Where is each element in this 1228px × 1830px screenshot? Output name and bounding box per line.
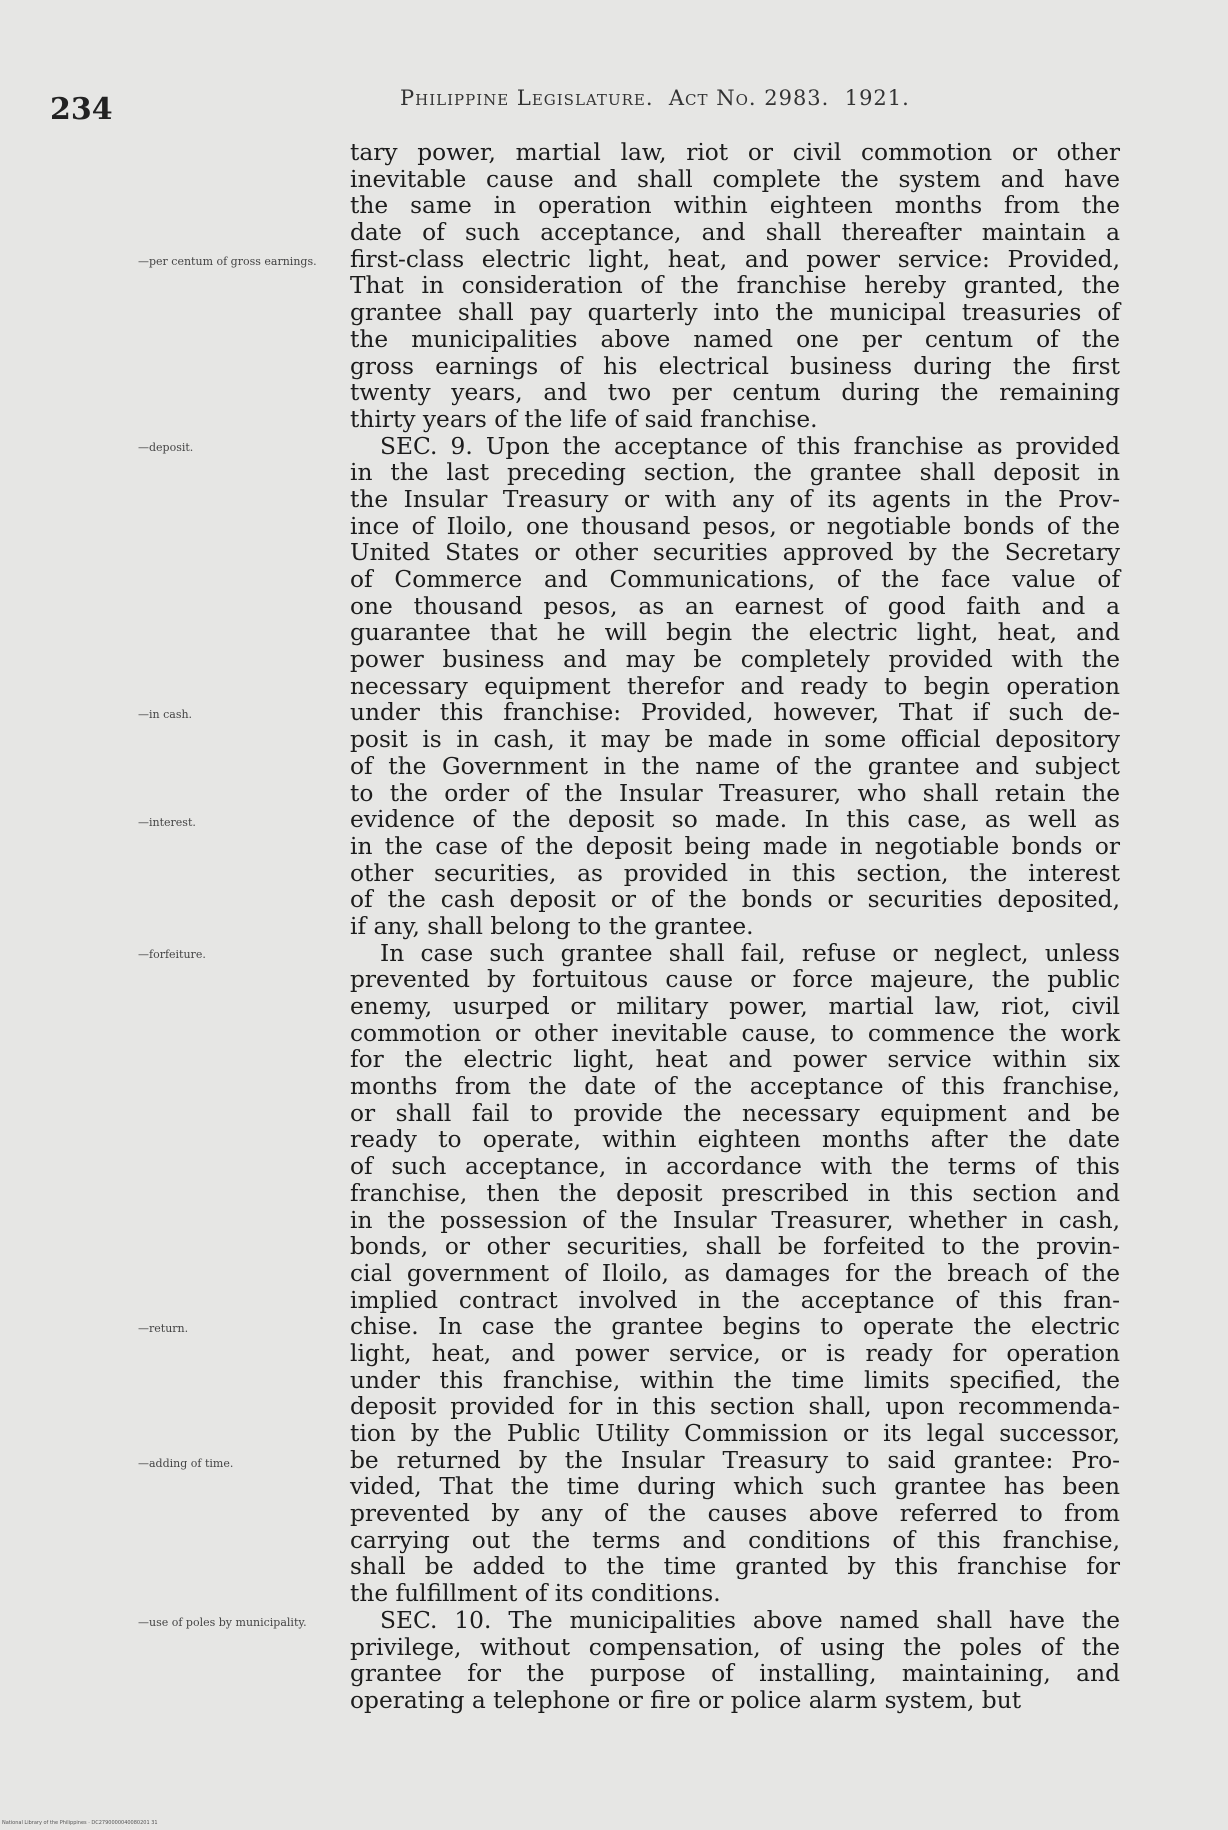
text-line: ready to operate, within eighteen months after the date (350, 1126, 1120, 1154)
sidenote-return: —return. (138, 1322, 189, 1335)
running-head (400, 86, 910, 110)
sidenote-forfeiture: —forfeiture. (138, 948, 206, 961)
text-line: gross earnings of his electrical business during the first (350, 352, 1120, 380)
text-line: in the possession of the Insular Treasurer, whether in cash, (350, 1206, 1120, 1234)
page-number: 234 (50, 92, 113, 127)
text-line: implied contract involved in the acceptance of this fran- (350, 1286, 1120, 1314)
footer-credit: National Library of the Philippines · DC2790000040080201 31 (2, 1820, 158, 1826)
text-line: the Insular Treasury or with any of its agents in the Prov- (350, 485, 1120, 513)
text-line: date of such acceptance, and shall thereafter maintain a (350, 219, 1120, 247)
text-line: necessary equipment therefor and ready to begin operation (350, 672, 1120, 700)
text-line: prevented by any of the causes above referred to from (350, 1500, 1120, 1528)
text-line: light, heat, and power service, or is ready for operation (350, 1339, 1120, 1367)
text-line: bonds, or other securities, shall be forfeited to the provin- (350, 1233, 1120, 1261)
text-line: if any, shall belong to the grantee. (350, 912, 754, 940)
text-line: twenty years, and two per centum during the remaining (350, 379, 1120, 407)
text-line: one thousand pesos, as an earnest of good faith and a (350, 592, 1120, 620)
text-line: evidence of the deposit so made. In this case, as well as (350, 806, 1120, 834)
text-line: the fulfillment of its conditions. (350, 1580, 721, 1608)
text-line: United States or other securities approved by the Secretary (350, 539, 1120, 567)
text-line: ince of Iloilo, one thousand pesos, or negotiable bonds of the (350, 512, 1120, 540)
text-line: deposit provided for in this section shall, upon recommenda- (350, 1393, 1120, 1421)
text-line: first-class electric light, heat, and power service: Provided, (350, 245, 1120, 273)
text-line: In case such grantee shall fail, refuse or neglect, unless (380, 939, 1120, 967)
text-line: prevented by fortuitous cause or force majeure, the public (350, 966, 1120, 994)
act-number: Act No. 2983. (668, 86, 830, 110)
text-line: shall be added to the time granted by this franchise for (350, 1553, 1120, 1581)
text-line: power business and may be completely provided with the (350, 646, 1120, 674)
text-line: grantee shall pay quarterly into the municipal treasuries of (350, 299, 1120, 327)
text-line: of the cash deposit or of the bonds or securities deposited, (350, 886, 1120, 914)
text-line: in the case of the deposit being made in negotiable bonds or (350, 832, 1120, 860)
text-line: the municipalities above named one per centum of the (350, 325, 1120, 353)
text-line: franchise, then the deposit prescribed in this section and (350, 1179, 1120, 1207)
text-line: the same in operation within eighteen months from the (350, 192, 1120, 220)
text-line: SEC. 10. The municipalities above named shall have the (380, 1606, 1120, 1634)
sidenote-deposit: —deposit. (138, 441, 194, 454)
text-line: for the electric light, heat and power service within six (350, 1046, 1120, 1074)
text-line: to the order of the Insular Treasurer, who shall retain the (350, 779, 1120, 807)
text-line: in the last preceding section, the grantee shall deposit in (350, 459, 1120, 487)
text-line: That in consideration of the franchise hereby granted, the (350, 272, 1120, 300)
text-line: cial government of Iloilo, as damages for the breach of the (350, 1259, 1120, 1287)
text-line: under this franchise, within the time limits specified, the (350, 1366, 1120, 1394)
text-line: of such acceptance, in accordance with the terms of this (350, 1153, 1120, 1181)
text-line: chise. In case the grantee begins to operate the electric (350, 1313, 1120, 1341)
text-line: SEC. 9. Upon the acceptance of this franchise as provided (380, 432, 1120, 460)
text-line: or shall fail to provide the necessary equipment and be (350, 1099, 1120, 1127)
text-line: of the Government in the name of the grantee and subject (350, 752, 1120, 780)
year: 1921. (844, 86, 910, 110)
text-line: vided, That the time during which such grantee has been (350, 1473, 1120, 1501)
text-line: inevitable cause and shall complete the system and have (350, 165, 1120, 193)
running-title: Philippine Legislature. (400, 86, 654, 110)
text-line: months from the date of the acceptance of this franchise, (350, 1073, 1120, 1101)
text-line: thirty years of the life of said franchise. (350, 405, 818, 433)
text-line: be returned by the Insular Treasury to said grantee: Pro- (350, 1446, 1120, 1474)
text-line: other securities, as provided in this section, the interest (350, 859, 1120, 887)
text-line: tary power, martial law, riot or civil commotion or other (350, 139, 1120, 166)
body-text (350, 140, 1120, 1715)
text-line: tion by the Public Utility Commission or its legal successor, (350, 1420, 1120, 1447)
sidenote-interest: —interest. (138, 816, 196, 829)
text-line: operating a telephone or fire or police alarm system, but (350, 1686, 1022, 1714)
text-line: of Commerce and Communications, of the face value of (350, 566, 1120, 593)
text-line: carrying out the terms and conditions of this franchise, (350, 1526, 1120, 1554)
text-line: under this franchise: Provided, however, That if such de- (350, 699, 1120, 727)
text-line: enemy, usurped or military power, martial law, riot, civil (350, 993, 1120, 1020)
text-line: posit is in cash, it may be made in some official depository (350, 726, 1120, 754)
text-line: privilege, without compensation, of using the poles of the (350, 1633, 1120, 1661)
sidenote-in-cash: —in cash. (138, 708, 193, 721)
sidenote-use-of-poles: —use of poles by municipality. (138, 1616, 307, 1629)
sidenote-per-centum: —per centum of gross earnings. (138, 255, 317, 268)
text-line: guarantee that he will begin the electric light, heat, and (350, 619, 1120, 647)
text-line: commotion or other inevitable cause, to commence the work (350, 1019, 1120, 1047)
sidenote-adding-time: —adding of time. (138, 1457, 234, 1470)
text-line: grantee for the purpose of installing, maintaining, and (350, 1660, 1120, 1688)
